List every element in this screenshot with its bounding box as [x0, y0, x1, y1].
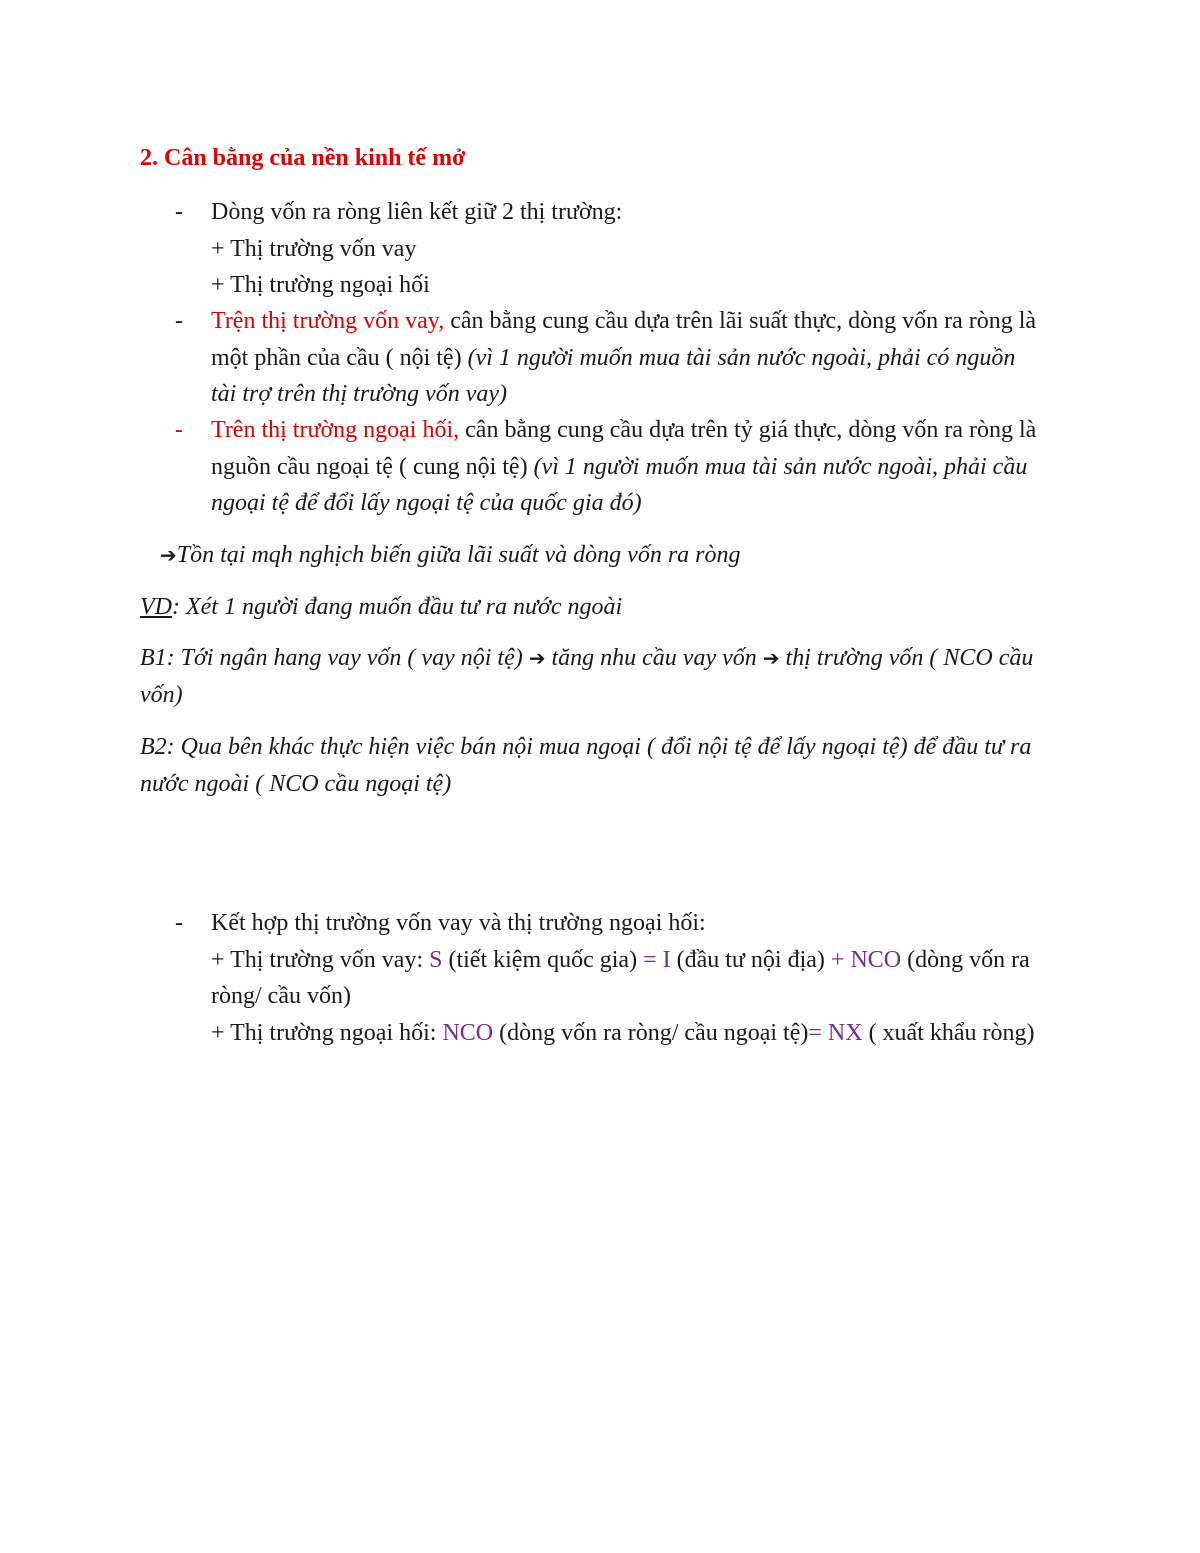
italic-note: (vì 1 người muốn mua tài sản nước ngoài, phải cầu ngoại tệ để đổi lấy ngoại tệ của quốc gia đó): [211, 453, 1028, 516]
symbol-nx: = NX: [808, 1019, 863, 1046]
sub-item-loanable-funds: + Thị trường vốn vay: [211, 235, 417, 262]
example-line: [140, 589, 1070, 626]
step-2: B2: Qua bên khác thực hiện việc bán nội mua ngoại ( đổi nội tệ để lấy ngoại tệ) để đầu tư ra nước ngoài ( NCO cầu ngoại tệ): [140, 734, 1032, 797]
equation-loanable-funds: [211, 942, 1045, 1015]
bullet-text: cân bằng cung cầu dựa trên lãi suất thực, dòng vốn ra ròng là một phần của cầu ( nội tệ): [211, 308, 1037, 371]
equation-text: (dòng vốn ra ròng/ cầu ngoại tệ): [493, 1019, 809, 1046]
step-1-text: B1: Tới ngân hang vay vốn ( vay nội tệ): [140, 645, 529, 671]
example-text: : Xét 1 người đang muốn đầu tư ra nước ngoài: [172, 594, 623, 620]
equation-text: + Thị trường vốn vay:: [211, 946, 430, 973]
bullet-text: Dòng vốn ra ròng liên kết giữ 2 thị trường:: [211, 199, 623, 225]
bullet-net-capital-outflow: [175, 194, 1045, 304]
equation-text: (đầu tư nội địa): [670, 946, 831, 973]
arrow-icon: ➔: [762, 646, 780, 670]
bullet-dash: -: [175, 417, 183, 443]
symbol-s: S: [429, 946, 443, 973]
arrow-icon: ➔: [160, 543, 177, 567]
highlight-label: Trện thị trường vốn vay,: [211, 308, 445, 334]
equation-text: + Thị trường ngoại hối:: [211, 1019, 443, 1046]
step-1-text: tăng nhu cầu vay vốn: [545, 645, 763, 671]
equation-forex: [211, 1015, 1045, 1052]
section-heading: 2. Cân bằng của nền kinh tế mở: [140, 145, 466, 171]
bullet-forex-market: [175, 412, 1045, 522]
bullet-combined-markets: [175, 905, 1045, 1051]
symbol-nco: NCO: [442, 1019, 494, 1046]
step-1-text: thị trường vốn ( NCO cầu vốn): [140, 645, 1034, 708]
bullet-text: Kết hợp thị trường vốn vay và thị trường ngoại hối:: [211, 910, 706, 936]
arrow-icon: ➔: [528, 646, 546, 670]
bullet-dash: -: [175, 308, 183, 334]
equation-text: (dòng vốn ra ròng/ cầu vốn): [211, 946, 1030, 1009]
bullet-text: cân bằng cung cầu dựa trên tỷ giá thực, dòng vốn ra ròng là nguồn cầu ngoại tệ ( cung nội tệ): [211, 417, 1037, 480]
conclusion-line: [160, 537, 1090, 574]
highlight-label: Trên thị trường ngoại hối,: [211, 417, 460, 443]
conclusion-text: Tồn tại mqh nghịch biến giữa lãi suất và dòng vốn ra ròng: [176, 542, 741, 568]
symbol-nco: + NCO: [830, 946, 902, 973]
symbol-i: = I: [643, 946, 671, 973]
bullet-loanable-funds-market: [175, 303, 1045, 413]
bullet-dash: -: [175, 910, 183, 936]
bullet-dash: -: [175, 199, 183, 225]
equation-text: ( xuất khẩu ròng): [862, 1019, 1035, 1046]
step-1: [140, 640, 1070, 713]
equation-text: (tiết kiệm quốc gia): [442, 946, 644, 973]
italic-note: (vì 1 người muốn mua tài sản nước ngoài, phải có nguồn tài trợ trên thị trường vốn vay): [211, 344, 1016, 407]
sub-item-forex: + Thị trường ngoại hối: [211, 272, 430, 298]
example-label: VD: [140, 594, 172, 620]
